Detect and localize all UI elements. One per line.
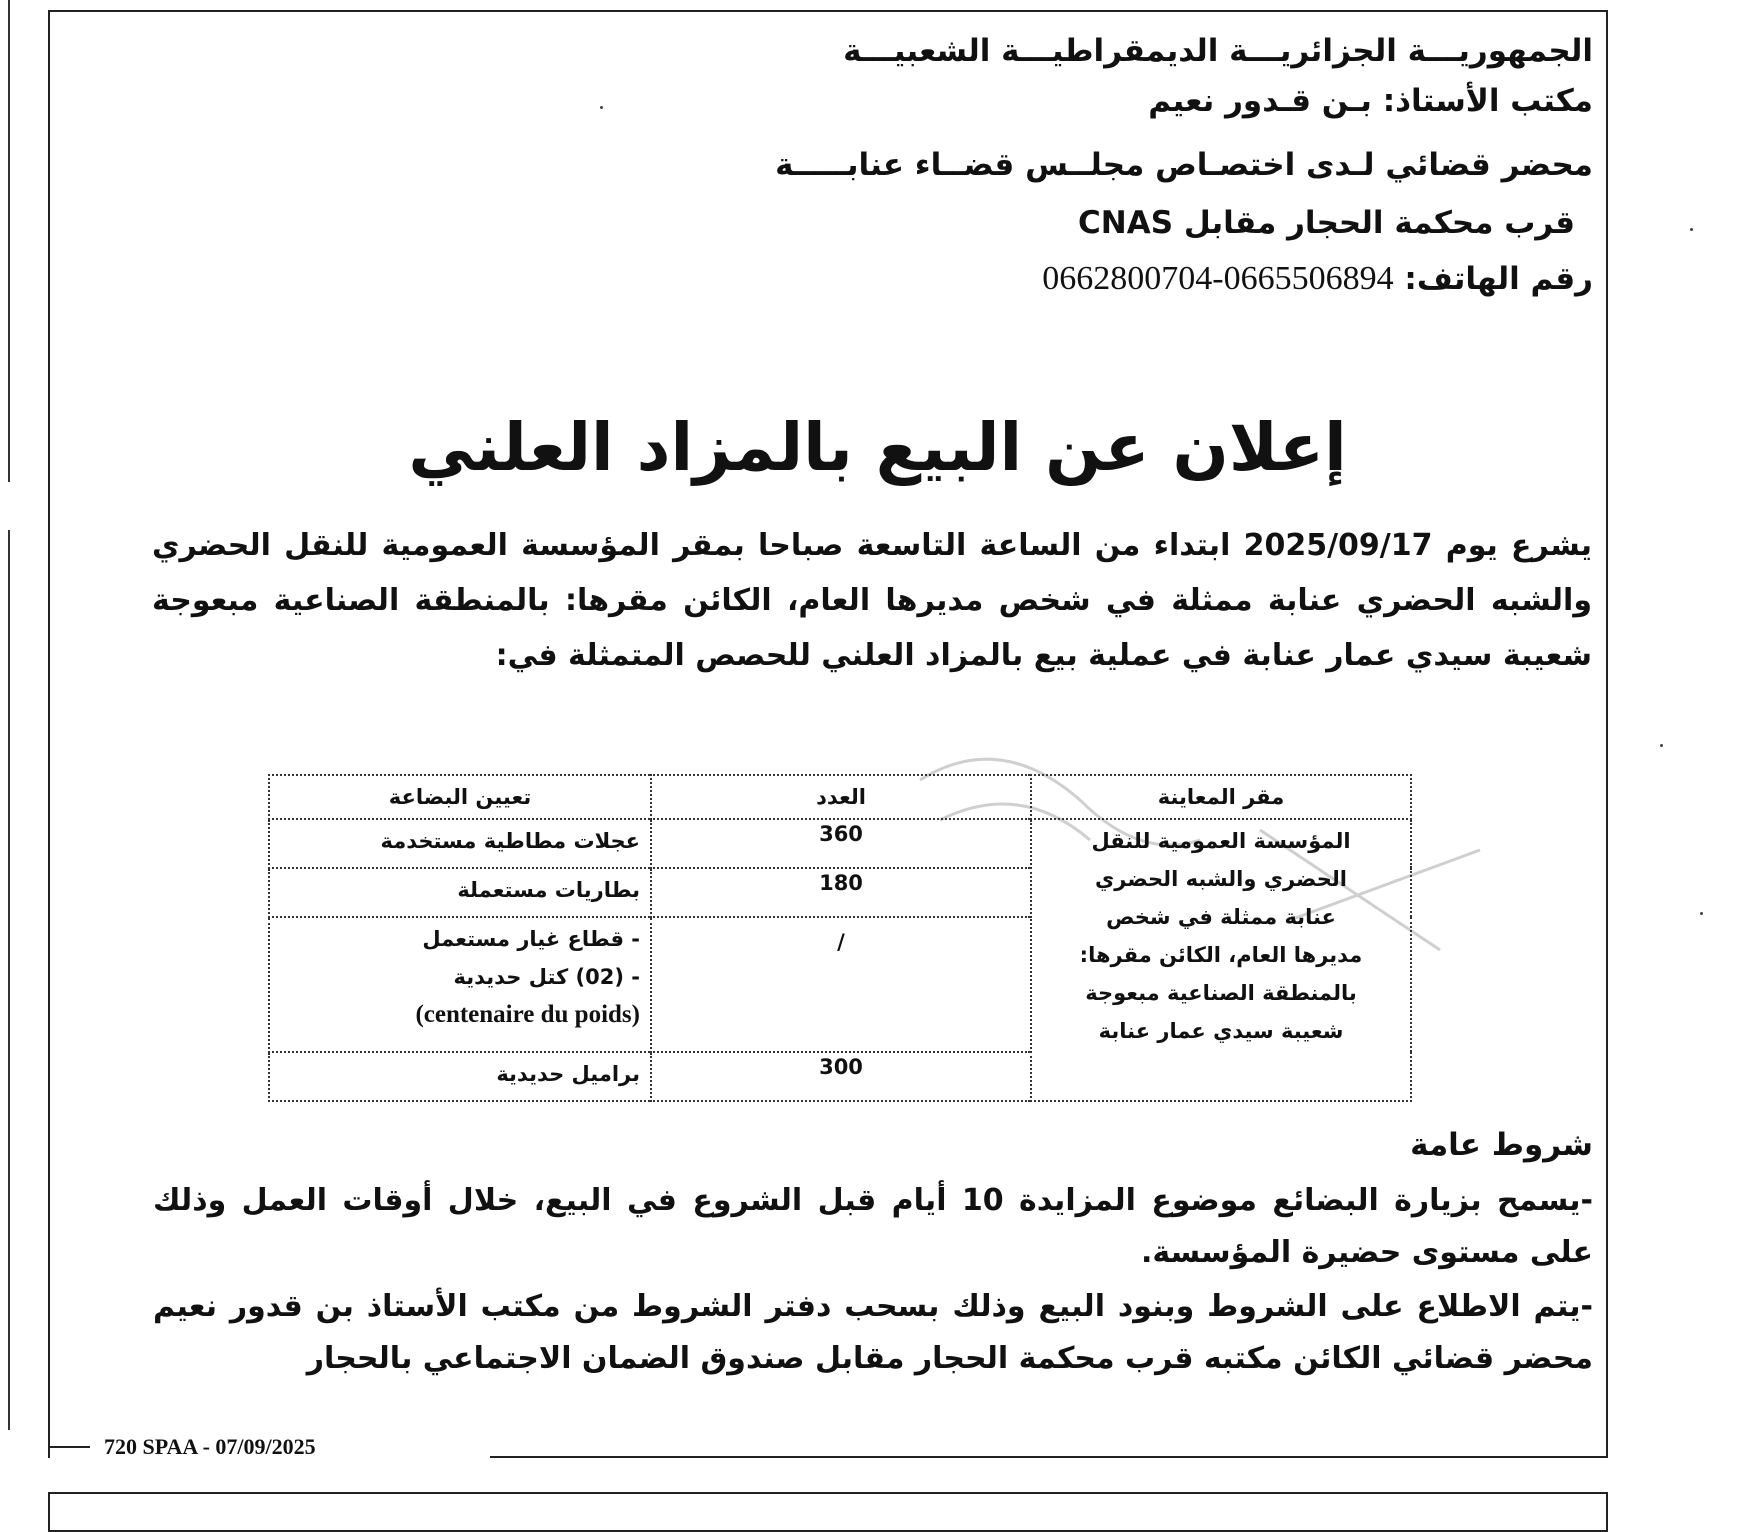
scan-speck bbox=[1690, 228, 1693, 231]
item-line: (centenaire du poids) bbox=[415, 1001, 640, 1029]
item-line: - قطاع غيار مستعمل bbox=[422, 927, 640, 952]
footer-reference bbox=[50, 1432, 490, 1462]
table-header-row bbox=[269, 775, 1411, 819]
header-office-name: مكتب الأستاذ: بـن قـدور نعيم bbox=[1148, 83, 1593, 119]
column-header-count: العدد bbox=[651, 775, 1031, 819]
item-line: براميل حديدية bbox=[496, 1061, 640, 1086]
item-cell bbox=[269, 819, 651, 868]
general-conditions-title: شروط عامة bbox=[1410, 1127, 1593, 1163]
scan-speck bbox=[1700, 912, 1703, 915]
count-cell: 300 bbox=[651, 1052, 1031, 1101]
item-line: عجلات مطاطية مستخدمة bbox=[380, 829, 640, 853]
next-announcement-frame bbox=[48, 1492, 1608, 1532]
place-line: مديرها العام، الكائن مقرها: bbox=[1079, 943, 1363, 967]
place-line: الحضري والشبه الحضري bbox=[1095, 867, 1347, 891]
place-line: شعيبة سيدي عمار عنابة bbox=[1098, 1019, 1344, 1043]
column-header-item: تعيين البضاعة bbox=[269, 775, 651, 819]
header-phone bbox=[1042, 262, 1593, 296]
item-line: - (02) كتل حديدية bbox=[453, 965, 640, 990]
item-cell bbox=[269, 917, 651, 1051]
announcement-intro: يشرع يوم 2025/09/17 ابتداء من الساعة التاسعة صباحا بمقر المؤسسة العمومية للنقل الحضري والشبه الحضري عنابة ممثلة في شخص مديرها العام، الكائن مقرها: بالمنطقة الصناعية مبعوجة شعيبة سيدي عمار عنابة في عملية بيع بالمزاد العلني للحصص المتمثلة في: bbox=[152, 528, 1592, 673]
header-bailiff-jurisdiction: محضر قضائي لـدى اختصـاص مجلــس قضــاء عنابـــــة bbox=[775, 147, 1593, 183]
announcement-title: إعلان عن البيع بالمزاد العلني bbox=[408, 409, 1347, 486]
place-line: بالمنطقة الصناعية مبعوجة bbox=[1085, 981, 1357, 1005]
header-republic-name: الجمهوريـــة الجزائريـــة الديمقراطيـــة الشعبيـــة bbox=[843, 33, 1593, 69]
left-column-rule bbox=[8, 530, 10, 1430]
count-cell: 180 bbox=[651, 868, 1031, 917]
condition-item: -يسمح بزيارة البضائع موضوع المزايدة 10 أيام قبل الشروع في البيع، خلال أوقات العمل وذلك على مستوى حضيرة المؤسسة. bbox=[153, 1183, 1593, 1270]
item-cell bbox=[269, 1052, 651, 1101]
footer-rule bbox=[50, 1446, 90, 1448]
auction-goods-table bbox=[268, 774, 1412, 1102]
column-header-place: مقر المعاينة bbox=[1031, 775, 1411, 819]
inspection-place-cell bbox=[1031, 819, 1411, 1101]
place-line: عنابة ممثلة في شخص bbox=[1106, 905, 1336, 929]
phone-numbers: 0665506894-0662800704 bbox=[1042, 260, 1394, 297]
header-address: قرب محكمة الحجار مقابل CNAS bbox=[1078, 205, 1575, 241]
count-cell: / bbox=[651, 917, 1031, 1051]
scan-speck bbox=[1660, 744, 1663, 747]
table-row bbox=[269, 819, 1411, 868]
item-cell bbox=[269, 868, 651, 917]
count-cell: 360 bbox=[651, 819, 1031, 868]
place-line: المؤسسة العمومية للنقل bbox=[1091, 829, 1351, 853]
item-line: بطاريات مستعملة bbox=[457, 878, 640, 903]
scan-speck bbox=[600, 106, 603, 109]
condition-item: -يتم الاطلاع على الشروط وبنود البيع وذلك بسحب دفتر الشروط من مكتب الأستاذ بن قدور نعيم محضر قضائي الكائن مكتبه قرب محكمة الحجار مقابل صندوق الضمان الاجتماعي بالحجار bbox=[153, 1289, 1593, 1376]
footer-reference-text: 720 SPAA - 07/09/2025 bbox=[104, 1434, 316, 1459]
phone-label: رقم الهاتف: bbox=[1404, 261, 1593, 297]
